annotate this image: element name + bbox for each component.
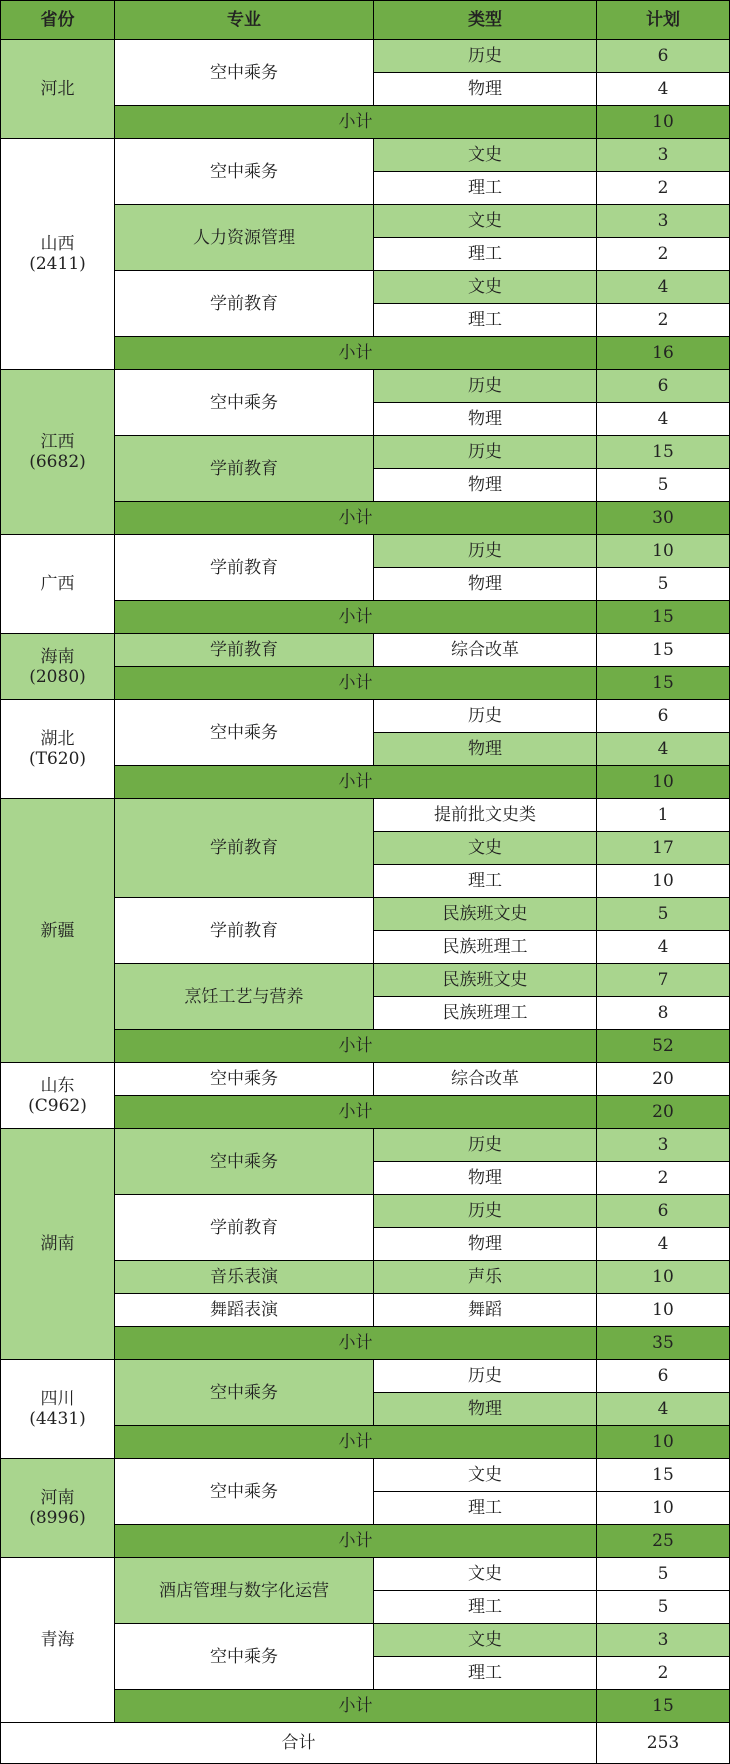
plan-cell: 10 [597, 1492, 730, 1525]
type-cell: 文史 [374, 1624, 597, 1657]
plan-cell: 2 [597, 1657, 730, 1690]
table-row [1, 139, 730, 172]
type-cell: 物理 [374, 1162, 597, 1195]
major-cell: 空中乘务 [115, 370, 374, 436]
type-cell: 历史 [374, 1129, 597, 1162]
plan-cell: 4 [597, 1228, 730, 1261]
header-major: 专业 [115, 1, 374, 40]
type-cell: 民族班文史 [374, 964, 597, 997]
type-cell: 历史 [374, 1195, 597, 1228]
plan-cell: 7 [597, 964, 730, 997]
type-cell: 理工 [374, 865, 597, 898]
plan-cell: 4 [597, 271, 730, 304]
type-cell: 历史 [374, 436, 597, 469]
province-cell [1, 370, 115, 535]
type-cell: 物理 [374, 1228, 597, 1261]
subtotal-label: 小计 [115, 1525, 597, 1558]
major-cell: 烹饪工艺与营养 [115, 964, 374, 1030]
major-cell: 空中乘务 [115, 1063, 374, 1096]
major-cell: 学前教育 [115, 1195, 374, 1261]
plan-cell: 4 [597, 1393, 730, 1426]
subtotal-value: 30 [597, 502, 730, 535]
province-cell [1, 700, 115, 799]
plan-cell: 2 [597, 304, 730, 337]
type-cell: 声乐 [374, 1261, 597, 1294]
province-name: 四川 [40, 1389, 75, 1409]
province-cell [1, 1129, 115, 1360]
major-cell: 空中乘务 [115, 1459, 374, 1525]
subtotal-label: 小计 [115, 766, 597, 799]
table-row [1, 1129, 730, 1162]
type-cell: 历史 [374, 535, 597, 568]
type-cell: 理工 [374, 1591, 597, 1624]
plan-cell: 6 [597, 1195, 730, 1228]
major-cell: 空中乘务 [115, 1129, 374, 1195]
subtotal-label: 小计 [115, 1096, 597, 1129]
plan-cell: 6 [597, 1360, 730, 1393]
plan-cell: 4 [597, 733, 730, 766]
type-cell: 历史 [374, 40, 597, 73]
subtotal-value: 52 [597, 1030, 730, 1063]
type-cell: 民族班理工 [374, 997, 597, 1030]
major-cell: 人力资源管理 [115, 205, 374, 271]
type-cell: 文史 [374, 1459, 597, 1492]
plan-cell: 2 [597, 238, 730, 271]
major-cell: 酒店管理与数字化运营 [115, 1558, 374, 1624]
plan-cell: 15 [597, 436, 730, 469]
major-cell: 空中乘务 [115, 1624, 374, 1690]
subtotal-value: 20 [597, 1096, 730, 1129]
type-cell: 物理 [374, 469, 597, 502]
province-code: (2080) [29, 666, 86, 687]
province-cell [1, 1360, 115, 1459]
province-code: (8996) [29, 1508, 86, 1528]
province-name: 山东 [40, 1075, 75, 1096]
plan-cell: 6 [597, 40, 730, 73]
plan-cell: 3 [597, 1624, 730, 1657]
type-cell: 文史 [374, 1558, 597, 1591]
province-name: 江西 [40, 432, 75, 452]
table-row [1, 370, 730, 403]
subtotal-value: 15 [597, 667, 730, 700]
plan-cell: 20 [597, 1063, 730, 1096]
province-name: 广西 [40, 574, 75, 594]
province-cell [1, 40, 115, 139]
type-cell: 物理 [374, 568, 597, 601]
major-cell: 空中乘务 [115, 700, 374, 766]
type-cell: 文史 [374, 205, 597, 238]
plan-cell: 5 [597, 898, 730, 931]
province-cell [1, 1558, 115, 1723]
subtotal-value: 10 [597, 1426, 730, 1459]
province-cell [1, 634, 115, 700]
plan-cell: 15 [597, 1459, 730, 1492]
subtotal-label: 小计 [115, 1426, 597, 1459]
total-value: 253 [597, 1723, 730, 1764]
type-cell: 综合改革 [374, 634, 597, 667]
subtotal-value: 25 [597, 1525, 730, 1558]
plan-cell: 5 [597, 1558, 730, 1591]
plan-cell: 10 [597, 865, 730, 898]
province-code: (2411) [29, 254, 86, 274]
type-cell: 文史 [374, 139, 597, 172]
province-code: (6682) [29, 452, 86, 472]
type-cell: 历史 [374, 1360, 597, 1393]
major-cell: 学前教育 [115, 634, 374, 667]
plan-cell: 17 [597, 832, 730, 865]
plan-cell: 6 [597, 700, 730, 733]
plan-cell: 2 [597, 172, 730, 205]
subtotal-label: 小计 [115, 337, 597, 370]
major-cell: 空中乘务 [115, 139, 374, 205]
type-cell: 理工 [374, 1492, 597, 1525]
subtotal-label: 小计 [115, 1327, 597, 1360]
major-cell: 学前教育 [115, 271, 374, 337]
table-row [1, 1063, 730, 1096]
table-row [1, 40, 730, 73]
province-name: 湖南 [40, 1234, 75, 1254]
table-row [1, 634, 730, 667]
plan-cell: 15 [597, 634, 730, 667]
province-name: 新疆 [40, 920, 75, 941]
type-cell: 舞蹈 [374, 1294, 597, 1327]
type-cell: 综合改革 [374, 1063, 597, 1096]
type-cell: 物理 [374, 733, 597, 766]
province-name: 山西 [40, 234, 75, 254]
province-cell [1, 139, 115, 370]
province-code: (T620) [28, 749, 87, 769]
plan-cell: 1 [597, 799, 730, 832]
subtotal-value: 15 [597, 601, 730, 634]
subtotal-value: 10 [597, 106, 730, 139]
type-cell: 历史 [374, 370, 597, 403]
plan-cell: 10 [597, 1261, 730, 1294]
subtotal-label: 小计 [115, 667, 597, 700]
table-row [1, 799, 730, 832]
province-code: (4431) [29, 1409, 86, 1429]
plan-cell: 4 [597, 73, 730, 106]
type-cell: 理工 [374, 304, 597, 337]
type-cell: 历史 [374, 700, 597, 733]
header-row [1, 1, 730, 40]
plan-cell: 10 [597, 1294, 730, 1327]
plan-cell: 10 [597, 535, 730, 568]
major-cell: 空中乘务 [115, 1360, 374, 1426]
province-cell [1, 1063, 115, 1129]
table-row [1, 700, 730, 733]
major-cell: 学前教育 [115, 436, 374, 502]
type-cell: 提前批文史类 [374, 799, 597, 832]
province-name: 河北 [40, 79, 75, 99]
major-cell: 学前教育 [115, 799, 374, 898]
type-cell: 文史 [374, 271, 597, 304]
subtotal-value: 16 [597, 337, 730, 370]
plan-cell: 6 [597, 370, 730, 403]
type-cell: 理工 [374, 1657, 597, 1690]
plan-cell: 4 [597, 403, 730, 436]
province-name: 湖北 [40, 729, 75, 749]
subtotal-label: 小计 [115, 502, 597, 535]
plan-cell: 3 [597, 1129, 730, 1162]
subtotal-value: 10 [597, 766, 730, 799]
plan-cell: 2 [597, 1162, 730, 1195]
type-cell: 文史 [374, 832, 597, 865]
plan-cell: 5 [597, 1591, 730, 1624]
plan-cell: 3 [597, 139, 730, 172]
header-plan: 计划 [597, 1, 730, 40]
subtotal-value: 15 [597, 1690, 730, 1723]
table-row [1, 1558, 730, 1591]
header-type: 类型 [374, 1, 597, 40]
type-cell: 物理 [374, 73, 597, 106]
plan-cell: 4 [597, 931, 730, 964]
table-body [1, 40, 730, 1723]
major-cell: 学前教育 [115, 535, 374, 601]
province-cell [1, 799, 115, 1063]
plan-cell: 8 [597, 997, 730, 1030]
plan-cell: 3 [597, 205, 730, 238]
table-row [1, 535, 730, 568]
province-cell [1, 535, 115, 634]
province-name: 青海 [40, 1630, 75, 1650]
table-row [1, 1459, 730, 1492]
major-cell: 音乐表演 [115, 1261, 374, 1294]
subtotal-label: 小计 [115, 601, 597, 634]
plan-cell: 5 [597, 469, 730, 502]
plan-cell: 5 [597, 568, 730, 601]
province-code: (C962) [28, 1095, 87, 1116]
province-name: 河南 [40, 1488, 75, 1508]
type-cell: 理工 [374, 238, 597, 271]
total-row [1, 1723, 730, 1764]
major-cell: 空中乘务 [115, 40, 374, 106]
major-cell: 舞蹈表演 [115, 1294, 374, 1327]
table-row [1, 1360, 730, 1393]
type-cell: 理工 [374, 172, 597, 205]
subtotal-value: 35 [597, 1327, 730, 1360]
type-cell: 物理 [374, 1393, 597, 1426]
type-cell: 民族班理工 [374, 931, 597, 964]
major-cell: 学前教育 [115, 898, 374, 964]
type-cell: 物理 [374, 403, 597, 436]
subtotal-label: 小计 [115, 1690, 597, 1723]
province-cell [1, 1459, 115, 1558]
province-name: 海南 [40, 646, 75, 667]
total-label: 合计 [1, 1723, 597, 1764]
subtotal-label: 小计 [115, 1030, 597, 1063]
header-province: 省份 [1, 1, 115, 40]
type-cell: 民族班文史 [374, 898, 597, 931]
subtotal-label: 小计 [115, 106, 597, 139]
